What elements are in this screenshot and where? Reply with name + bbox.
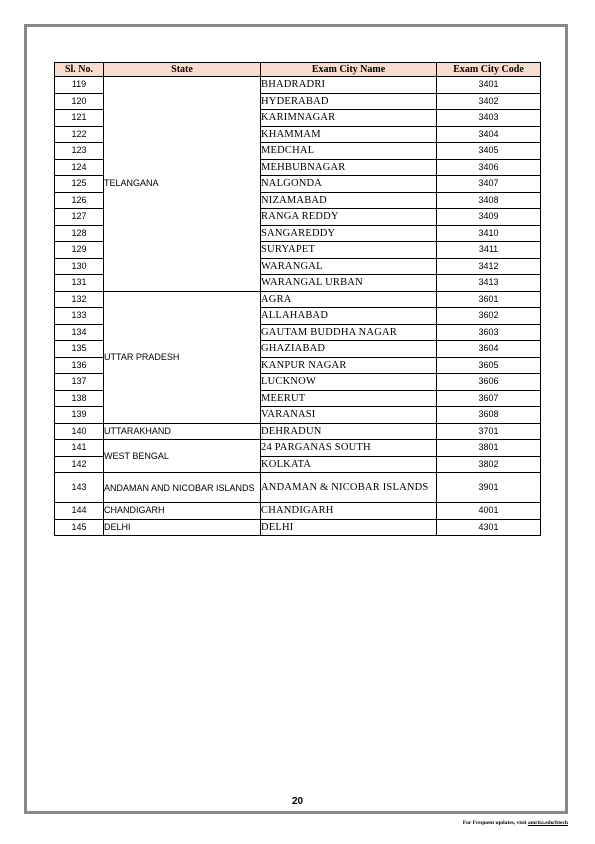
sl-no-cell: 141 — [55, 440, 104, 457]
exam-city-code-cell: 3604 — [437, 341, 541, 358]
header-exam-city-code: Exam City Code — [437, 63, 541, 77]
exam-city-name-cell: KHAMMAM — [261, 126, 437, 143]
sl-no-cell: 132 — [55, 291, 104, 308]
header-sl-no: Sl. No. — [55, 63, 104, 77]
exam-city-code-cell: 3603 — [437, 324, 541, 341]
sl-no-cell: 127 — [55, 209, 104, 226]
exam-city-name-cell: NALGONDA — [261, 176, 437, 193]
exam-city-code-cell: 3606 — [437, 374, 541, 391]
sl-no-cell: 126 — [55, 192, 104, 209]
exam-city-table — [54, 62, 541, 536]
sl-no-cell: 135 — [55, 341, 104, 358]
table-row — [55, 291, 541, 308]
state-cell: UTTAR PRADESH — [104, 291, 261, 423]
table-row — [55, 503, 541, 520]
exam-city-name-cell: NIZAMABAD — [261, 192, 437, 209]
exam-city-code-cell: 4301 — [437, 519, 541, 536]
sl-no-cell: 134 — [55, 324, 104, 341]
page-number: 20 — [291, 796, 304, 807]
exam-city-name-cell: MEERUT — [261, 390, 437, 407]
exam-city-name-cell: SURYAPET — [261, 242, 437, 259]
table-row — [55, 519, 541, 536]
exam-city-code-cell: 3408 — [437, 192, 541, 209]
exam-city-name-cell: BHADRADRI — [261, 77, 437, 94]
exam-city-name-cell: SANGAREDDY — [261, 225, 437, 242]
exam-city-code-cell: 3404 — [437, 126, 541, 143]
exam-city-name-cell: KOLKATA — [261, 456, 437, 473]
exam-city-code-cell: 3405 — [437, 143, 541, 160]
exam-city-name-cell: KANPUR NAGAR — [261, 357, 437, 374]
exam-city-code-cell: 3403 — [437, 110, 541, 127]
footer-note-text: For Frequent updates, visit — [462, 820, 528, 826]
sl-no-cell: 142 — [55, 456, 104, 473]
exam-city-name-cell: KARIMNAGAR — [261, 110, 437, 127]
table-row — [55, 423, 541, 440]
footer-note — [463, 820, 568, 826]
sl-no-cell: 144 — [55, 503, 104, 520]
exam-city-name-cell: RANGA REDDY — [261, 209, 437, 226]
sl-no-cell: 124 — [55, 159, 104, 176]
exam-city-code-cell: 3401 — [437, 77, 541, 94]
exam-city-code-cell: 3402 — [437, 93, 541, 110]
exam-city-name-cell: CHANDIGARH — [261, 503, 437, 520]
exam-city-code-cell: 3901 — [437, 473, 541, 503]
sl-no-cell: 119 — [55, 77, 104, 94]
sl-no-cell: 129 — [55, 242, 104, 259]
exam-city-code-cell: 3411 — [437, 242, 541, 259]
exam-city-name-cell: DEHRADUN — [261, 423, 437, 440]
state-cell: CHANDIGARH — [104, 503, 261, 520]
sl-no-cell: 133 — [55, 308, 104, 325]
state-cell: WEST BENGAL — [104, 440, 261, 473]
exam-city-code-cell: 3410 — [437, 225, 541, 242]
exam-city-name-cell: 24 PARGANAS SOUTH — [261, 440, 437, 457]
sl-no-cell: 121 — [55, 110, 104, 127]
exam-city-name-cell: MEDCHAL — [261, 143, 437, 160]
sl-no-cell: 137 — [55, 374, 104, 391]
footer-link[interactable]: amrita.edu/btech — [527, 820, 568, 826]
sl-no-cell: 123 — [55, 143, 104, 160]
exam-city-code-cell: 3802 — [437, 456, 541, 473]
table-row — [55, 77, 541, 94]
exam-city-name-cell: MEHBUBNAGAR — [261, 159, 437, 176]
sl-no-cell: 120 — [55, 93, 104, 110]
sl-no-cell: 139 — [55, 407, 104, 424]
exam-city-name-cell: ALLAHABAD — [261, 308, 437, 325]
exam-city-name-cell: HYDERABAD — [261, 93, 437, 110]
state-cell: UTTARAKHAND — [104, 423, 261, 440]
header-exam-city-name: Exam City Name — [261, 63, 437, 77]
exam-city-name-cell: GAUTAM BUDDHA NAGAR — [261, 324, 437, 341]
exam-city-name-cell: AGRA — [261, 291, 437, 308]
exam-city-name-cell: DELHI — [261, 519, 437, 536]
exam-city-code-cell: 3605 — [437, 357, 541, 374]
state-cell: TELANGANA — [104, 77, 261, 292]
sl-no-cell: 138 — [55, 390, 104, 407]
table-body — [55, 77, 541, 536]
exam-city-code-cell: 3407 — [437, 176, 541, 193]
sl-no-cell: 130 — [55, 258, 104, 275]
sl-no-cell: 136 — [55, 357, 104, 374]
table-row — [55, 473, 541, 503]
exam-city-code-cell: 3701 — [437, 423, 541, 440]
sl-no-cell: 143 — [55, 473, 104, 503]
exam-city-code-cell: 3406 — [437, 159, 541, 176]
exam-city-code-cell: 3412 — [437, 258, 541, 275]
exam-city-name-cell: GHAZIABAD — [261, 341, 437, 358]
state-cell: DELHI — [104, 519, 261, 536]
sl-no-cell: 125 — [55, 176, 104, 193]
exam-city-code-cell: 4001 — [437, 503, 541, 520]
exam-city-name-cell: LUCKNOW — [261, 374, 437, 391]
exam-city-code-cell: 3602 — [437, 308, 541, 325]
sl-no-cell: 145 — [55, 519, 104, 536]
table-row — [55, 440, 541, 457]
sl-no-cell: 140 — [55, 423, 104, 440]
sl-no-cell: 122 — [55, 126, 104, 143]
exam-city-name-cell: WARANGAL — [261, 258, 437, 275]
exam-city-code-cell: 3601 — [437, 291, 541, 308]
exam-city-name-cell: WARANGAL URBAN — [261, 275, 437, 292]
exam-city-code-cell: 3413 — [437, 275, 541, 292]
exam-city-code-cell: 3801 — [437, 440, 541, 457]
exam-city-code-cell: 3608 — [437, 407, 541, 424]
exam-city-name-cell: ANDAMAN & NICOBAR ISLANDS — [261, 473, 437, 503]
exam-city-code-cell: 3607 — [437, 390, 541, 407]
header-state: State — [104, 63, 261, 77]
exam-city-name-cell: VARANASI — [261, 407, 437, 424]
sl-no-cell: 131 — [55, 275, 104, 292]
exam-city-code-cell: 3409 — [437, 209, 541, 226]
sl-no-cell: 128 — [55, 225, 104, 242]
table-header-row — [55, 63, 541, 77]
state-cell: ANDAMAN AND NICOBAR ISLANDS — [104, 473, 261, 503]
